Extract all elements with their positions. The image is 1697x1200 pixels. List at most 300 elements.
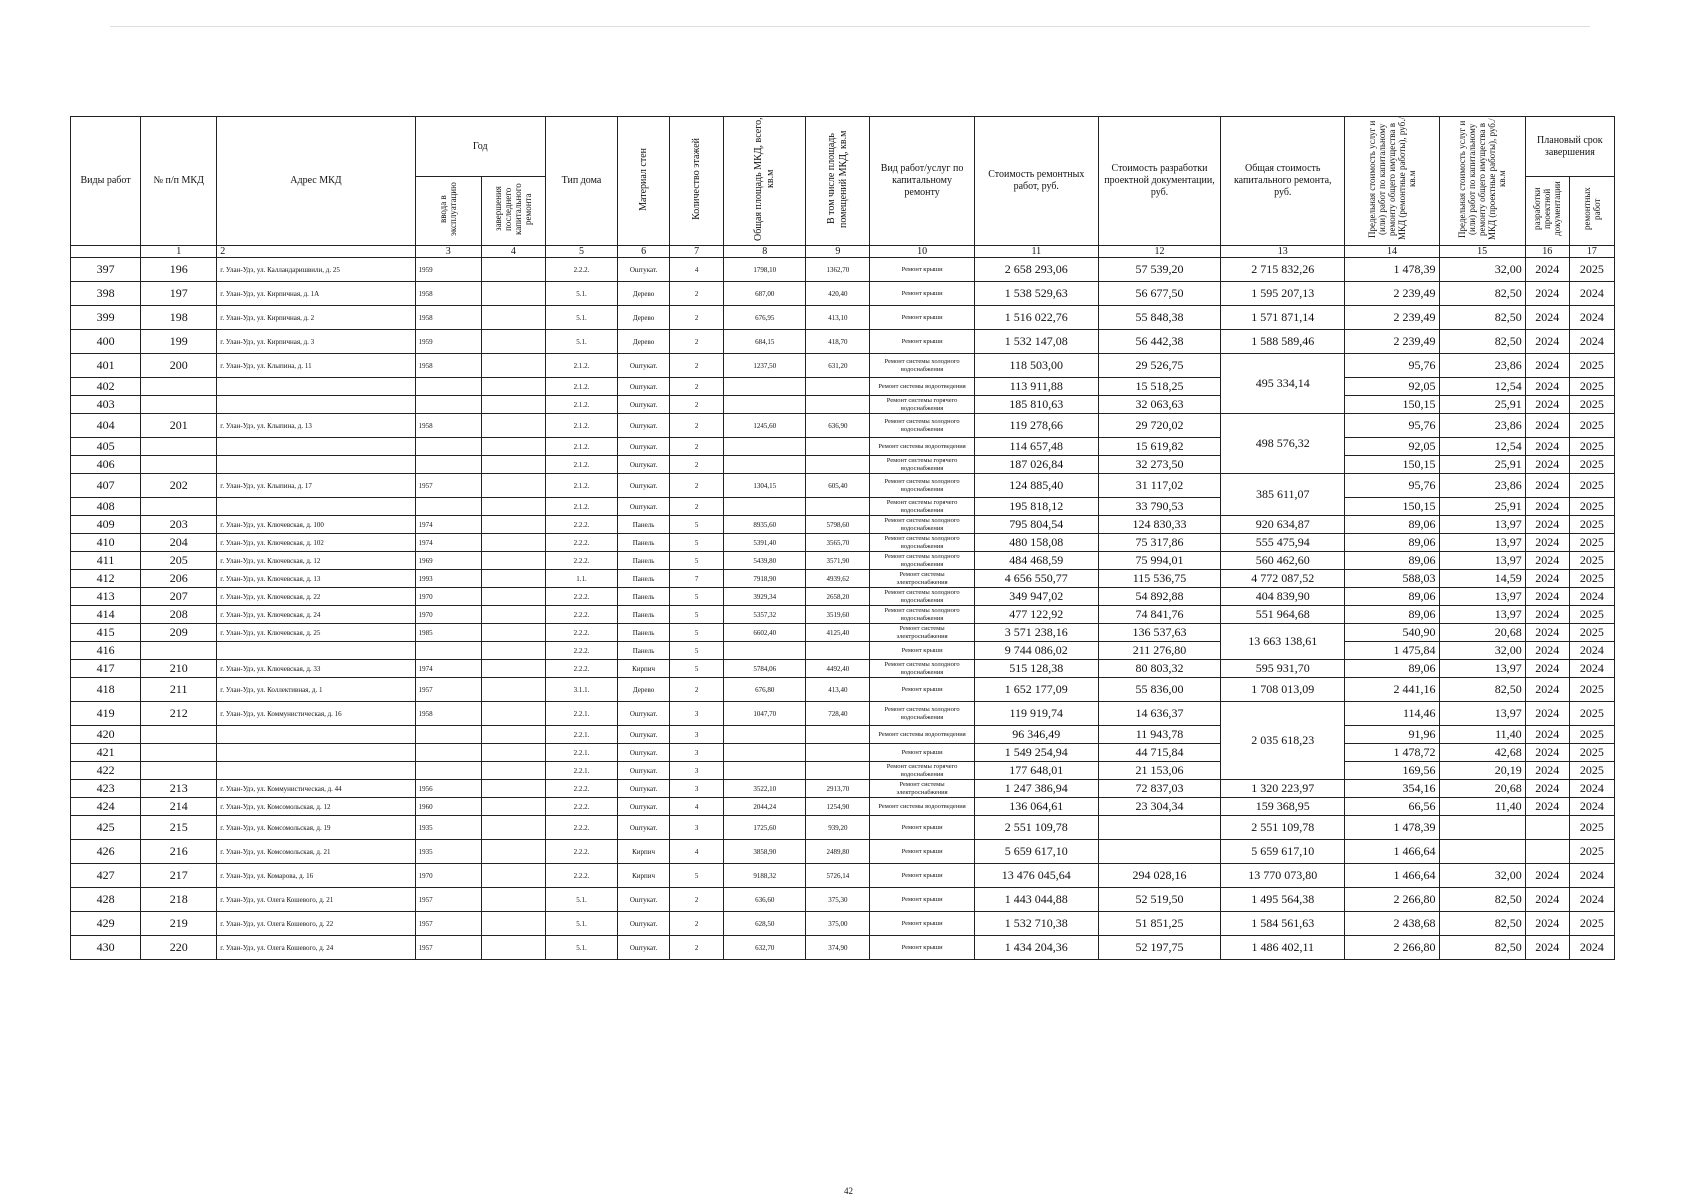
cell-repair-cost: 1 516 022,76 [974, 306, 1098, 330]
cell-limit-repair: 92,05 [1345, 378, 1439, 396]
col-number: 8 [724, 246, 806, 258]
cell-premises-area: 3565,70 [806, 534, 870, 552]
cell-limit-design: 23,86 [1439, 414, 1525, 438]
cell-total-area: 9188,32 [724, 864, 806, 888]
cell-nn-mkd: 210 [141, 660, 217, 678]
cell-term-repair: 2025 [1569, 744, 1614, 762]
cell-design-cost: 33 790,53 [1098, 498, 1220, 516]
cell-house-type: 2.2.1. [545, 726, 617, 744]
cell-term-design: 2024 [1525, 606, 1569, 624]
cell-floors: 2 [670, 414, 724, 438]
cell-total-cost: 551 964,68 [1221, 606, 1345, 624]
cell-floors: 3 [670, 744, 724, 762]
table-row [71, 816, 1615, 840]
cell-nn-mkd [141, 744, 217, 762]
cell-house-type: 2.1.2. [545, 438, 617, 456]
cell-floors: 3 [670, 816, 724, 840]
cell-premises-area: 375,30 [806, 888, 870, 912]
cell-term-repair: 2024 [1569, 888, 1614, 912]
cell-term-repair: 2025 [1569, 840, 1614, 864]
cell-total-area [724, 378, 806, 396]
cell-address: г. Улан-Удэ, ул. Ключевская, д. 22 [217, 588, 415, 606]
table-row [71, 936, 1615, 960]
cell-repair-cost: 1 538 529,63 [974, 282, 1098, 306]
cell-year-built: 1956 [415, 780, 481, 798]
cell-wall-material: Кирпич [618, 864, 670, 888]
cell-term-repair: 2025 [1569, 912, 1614, 936]
cell-term-design: 2024 [1525, 552, 1569, 570]
table-row [71, 456, 1615, 474]
cell-limit-design: 23,86 [1439, 354, 1525, 378]
cell-year-built: 1959 [415, 330, 481, 354]
cell-total-area: 7918,90 [724, 570, 806, 588]
cell-repair-cost: 1 532 710,38 [974, 912, 1098, 936]
cell-address: г. Улан-Удэ, ул. Клыпина, д. 17 [217, 474, 415, 498]
cell-term-design: 2024 [1525, 474, 1569, 498]
cell-limit-repair: 114,46 [1345, 702, 1439, 726]
cell-premises-area: 3571,90 [806, 552, 870, 570]
cell-floors: 3 [670, 702, 724, 726]
cell-year-built: 1958 [415, 702, 481, 726]
cell-floors: 4 [670, 840, 724, 864]
cell-work-type: Ремонт крыши [870, 912, 974, 936]
cell-premises-area [806, 438, 870, 456]
cell-floors: 2 [670, 888, 724, 912]
table-row [71, 744, 1615, 762]
cell-house-type: 2.2.2. [545, 840, 617, 864]
header-material: Материал стен [618, 117, 670, 246]
cell-repair-cost: 195 818,12 [974, 498, 1098, 516]
cell-year-built [415, 396, 481, 414]
header-srok-pd: разработки проектной документации [1525, 177, 1569, 246]
cell-vid-rabot: 421 [71, 744, 141, 762]
table-row [71, 330, 1615, 354]
cell-work-type: Ремонт системы холодного водоснабжения [870, 588, 974, 606]
cell-design-cost: 44 715,84 [1098, 744, 1220, 762]
cell-year-repair [481, 456, 545, 474]
table-row [71, 570, 1615, 588]
cell-year-built [415, 378, 481, 396]
cell-nn-mkd [141, 456, 217, 474]
cell-nn-mkd: 205 [141, 552, 217, 570]
cell-total-area: 3858,90 [724, 840, 806, 864]
cell-total-cost: 920 634,87 [1221, 516, 1345, 534]
cell-vid-rabot: 427 [71, 864, 141, 888]
cell-wall-material: Панель [618, 516, 670, 534]
cell-premises-area [806, 642, 870, 660]
cell-premises-area [806, 762, 870, 780]
cell-limit-repair: 169,56 [1345, 762, 1439, 780]
cell-repair-cost: 119 278,66 [974, 414, 1098, 438]
cell-work-type: Ремонт системы горячего водоснабжения [870, 762, 974, 780]
cell-design-cost: 11 943,78 [1098, 726, 1220, 744]
cell-term-design: 2024 [1525, 624, 1569, 642]
cell-premises-area: 374,90 [806, 936, 870, 960]
capital-repair-table-sheet [70, 116, 1615, 960]
cell-work-type: Ремонт крыши [870, 330, 974, 354]
cell-address: г. Улан-Удэ, ул. Ключевская, д. 13 [217, 570, 415, 588]
cell-nn-mkd: 218 [141, 888, 217, 912]
cell-year-built: 1958 [415, 282, 481, 306]
cell-limit-repair: 1 478,39 [1345, 258, 1439, 282]
cell-year-repair [481, 678, 545, 702]
cell-house-type: 2.2.2. [545, 624, 617, 642]
cell-limit-design: 12,54 [1439, 378, 1525, 396]
cell-year-repair [481, 330, 545, 354]
cell-nn-mkd: 196 [141, 258, 217, 282]
cell-wall-material: Дерево [618, 282, 670, 306]
cell-vid-rabot: 407 [71, 474, 141, 498]
cell-year-built: 1974 [415, 660, 481, 678]
cell-house-type: 2.1.2. [545, 498, 617, 516]
cell-house-type: 2.2.1. [545, 744, 617, 762]
cell-limit-repair: 2 239,49 [1345, 330, 1439, 354]
cell-vid-rabot: 428 [71, 888, 141, 912]
cell-repair-cost: 349 947,02 [974, 588, 1098, 606]
cell-limit-repair: 95,76 [1345, 354, 1439, 378]
col-number: 7 [670, 246, 724, 258]
cell-year-repair [481, 378, 545, 396]
cell-floors: 2 [670, 282, 724, 306]
cell-repair-cost: 113 911,88 [974, 378, 1098, 396]
cell-term-repair: 2025 [1569, 456, 1614, 474]
cell-work-type: Ремонт системы холодного водоснабжения [870, 474, 974, 498]
cell-limit-design: 82,50 [1439, 306, 1525, 330]
header-god-vvoda: ввода в эксплуатацию [415, 177, 481, 246]
cell-address [217, 498, 415, 516]
cell-address [217, 744, 415, 762]
col-number: 10 [870, 246, 974, 258]
cell-address: г. Улан-Удэ, ул. Ключевская, д. 102 [217, 534, 415, 552]
cell-year-built: 1970 [415, 864, 481, 888]
cell-work-type: Ремонт крыши [870, 282, 974, 306]
cell-floors: 3 [670, 726, 724, 744]
cell-house-type: 2.2.2. [545, 516, 617, 534]
cell-vid-rabot: 413 [71, 588, 141, 606]
cell-vid-rabot: 416 [71, 642, 141, 660]
cell-repair-cost: 185 810,63 [974, 396, 1098, 414]
cell-total-area: 687,00 [724, 282, 806, 306]
cell-term-repair: 2025 [1569, 438, 1614, 456]
cell-nn-mkd: 201 [141, 414, 217, 438]
cell-term-repair: 2025 [1569, 570, 1614, 588]
cell-limit-repair: 2 239,49 [1345, 306, 1439, 330]
cell-total-area: 1245,60 [724, 414, 806, 438]
cell-premises-area: 418,70 [806, 330, 870, 354]
cell-total-area: 2044,24 [724, 798, 806, 816]
cell-wall-material: Оштукат. [618, 816, 670, 840]
cell-total-cost: 1 320 223,97 [1221, 780, 1345, 798]
cell-premises-area [806, 456, 870, 474]
cell-nn-mkd: 207 [141, 588, 217, 606]
cell-term-design: 2024 [1525, 864, 1569, 888]
cell-term-design: 2024 [1525, 438, 1569, 456]
cell-wall-material: Оштукат. [618, 438, 670, 456]
cell-limit-design: 32,00 [1439, 864, 1525, 888]
cell-term-repair: 2025 [1569, 498, 1614, 516]
cell-limit-repair: 150,15 [1345, 498, 1439, 516]
cell-design-cost [1098, 840, 1220, 864]
cell-total-area: 1725,60 [724, 816, 806, 840]
header-vid-rabot: Виды работ [71, 117, 141, 246]
cell-total-cost: 560 462,60 [1221, 552, 1345, 570]
cell-term-design: 2024 [1525, 534, 1569, 552]
cell-term-design: 2024 [1525, 642, 1569, 660]
col-number: 9 [806, 246, 870, 258]
cell-vid-rabot: 419 [71, 702, 141, 726]
header-pred-pd: Предельная стоимость услуг и (или) работ по капитальному ремонту общего имущества в МКД (проектные работы), руб./кв.м [1439, 117, 1525, 246]
cell-premises-area: 375,00 [806, 912, 870, 936]
header-etazhi: Количество этажей [670, 117, 724, 246]
cell-limit-design: 11,40 [1439, 726, 1525, 744]
cell-address: г. Улан-Удэ, ул. Ключевская, д. 12 [217, 552, 415, 570]
cell-total-area: 676,80 [724, 678, 806, 702]
cell-floors: 2 [670, 474, 724, 498]
cell-floors: 5 [670, 534, 724, 552]
cell-premises-area: 5798,60 [806, 516, 870, 534]
cell-vid-rabot: 420 [71, 726, 141, 744]
cell-term-design: 2024 [1525, 570, 1569, 588]
cell-limit-repair: 92,05 [1345, 438, 1439, 456]
cell-repair-cost: 477 122,92 [974, 606, 1098, 624]
cell-total-area [724, 726, 806, 744]
cell-premises-area [806, 744, 870, 762]
cell-total-area: 5357,32 [724, 606, 806, 624]
cell-nn-mkd: 213 [141, 780, 217, 798]
cell-year-repair [481, 624, 545, 642]
cell-year-repair [481, 816, 545, 840]
cell-address: г. Улан-Удэ, ул. Кирпичная, д. 3 [217, 330, 415, 354]
cell-term-design: 2024 [1525, 936, 1569, 960]
cell-vid-rabot: 414 [71, 606, 141, 624]
cell-premises-area: 4125,40 [806, 624, 870, 642]
header-god-remonta: завершения последнего капитального ремонта [481, 177, 545, 246]
cell-term-design: 2024 [1525, 396, 1569, 414]
cell-total-cost: 1 588 589,46 [1221, 330, 1345, 354]
cell-premises-area: 4492,40 [806, 660, 870, 678]
cell-house-type: 2.2.2. [545, 534, 617, 552]
cell-floors: 3 [670, 780, 724, 798]
cell-repair-cost: 177 648,01 [974, 762, 1098, 780]
cell-address [217, 642, 415, 660]
cell-total-cost: 595 931,70 [1221, 660, 1345, 678]
table-row [71, 780, 1615, 798]
cell-premises-area: 4939,62 [806, 570, 870, 588]
cell-term-design: 2024 [1525, 516, 1569, 534]
cell-limit-repair: 2 239,49 [1345, 282, 1439, 306]
cell-limit-design: 13,97 [1439, 606, 1525, 624]
cell-nn-mkd: 220 [141, 936, 217, 960]
cell-wall-material: Дерево [618, 306, 670, 330]
cell-premises-area: 605,40 [806, 474, 870, 498]
cell-work-type: Ремонт крыши [870, 888, 974, 912]
cell-nn-mkd: 199 [141, 330, 217, 354]
cell-year-repair [481, 864, 545, 888]
cell-design-cost: 57 539,20 [1098, 258, 1220, 282]
cell-design-cost: 80 803,32 [1098, 660, 1220, 678]
cell-design-cost: 55 836,00 [1098, 678, 1220, 702]
cell-house-type: 5.1. [545, 888, 617, 912]
cell-term-repair: 2024 [1569, 780, 1614, 798]
cell-house-type: 5.1. [545, 306, 617, 330]
cell-premises-area [806, 396, 870, 414]
cell-total-cost: 1 595 207,13 [1221, 282, 1345, 306]
cell-nn-mkd [141, 396, 217, 414]
cell-term-repair: 2025 [1569, 474, 1614, 498]
cell-term-repair: 2025 [1569, 258, 1614, 282]
cell-limit-repair: 1 478,39 [1345, 816, 1439, 840]
cell-limit-design: 42,68 [1439, 744, 1525, 762]
cell-work-type: Ремонт системы холодного водоснабжения [870, 354, 974, 378]
cell-year-repair [481, 762, 545, 780]
cell-floors: 2 [670, 330, 724, 354]
table-row [71, 624, 1615, 642]
cell-work-type: Ремонт системы холодного водоснабжения [870, 414, 974, 438]
cell-design-cost: 23 304,34 [1098, 798, 1220, 816]
cell-work-type: Ремонт крыши [870, 816, 974, 840]
cell-year-built: 1957 [415, 888, 481, 912]
cell-floors: 2 [670, 498, 724, 516]
table-row [71, 354, 1615, 378]
cell-total-cost: 495 334,14 [1221, 354, 1345, 414]
cell-total-area [724, 762, 806, 780]
cell-year-built: 1969 [415, 552, 481, 570]
cell-total-cost: 385 611,07 [1221, 474, 1345, 516]
cell-work-type: Ремонт системы холодного водоснабжения [870, 660, 974, 678]
cell-year-built: 1974 [415, 516, 481, 534]
cell-term-design: 2024 [1525, 456, 1569, 474]
cell-term-design: 2024 [1525, 282, 1569, 306]
cell-total-area: 5391,40 [724, 534, 806, 552]
cell-nn-mkd [141, 726, 217, 744]
cell-nn-mkd: 214 [141, 798, 217, 816]
cell-wall-material: Дерево [618, 678, 670, 702]
cell-design-cost: 21 153,06 [1098, 762, 1220, 780]
cell-premises-area: 5726,14 [806, 864, 870, 888]
cell-year-built: 1957 [415, 474, 481, 498]
cell-vid-rabot: 412 [71, 570, 141, 588]
table-row [71, 912, 1615, 936]
cell-address: г. Улан-Удэ, ул. Комсомольская, д. 12 [217, 798, 415, 816]
cell-total-cost: 13 770 073,80 [1221, 864, 1345, 888]
cell-work-type: Ремонт системы водоотведения [870, 378, 974, 396]
cell-wall-material: Оштукат. [618, 798, 670, 816]
cell-work-type: Ремонт крыши [870, 258, 974, 282]
cell-design-cost: 31 117,02 [1098, 474, 1220, 498]
cell-limit-design: 32,00 [1439, 642, 1525, 660]
table-row [71, 888, 1615, 912]
col-number: 2 [217, 246, 415, 258]
cell-total-area: 1798,10 [724, 258, 806, 282]
cell-house-type: 2.2.2. [545, 864, 617, 888]
cell-term-repair: 2024 [1569, 642, 1614, 660]
cell-year-repair [481, 726, 545, 744]
cell-total-area: 684,15 [724, 330, 806, 354]
cell-address [217, 726, 415, 744]
cell-year-repair [481, 516, 545, 534]
cell-work-type: Ремонт системы водоотведения [870, 726, 974, 744]
cell-vid-rabot: 404 [71, 414, 141, 438]
cell-work-type: Ремонт крыши [870, 744, 974, 762]
cell-premises-area: 728,40 [806, 702, 870, 726]
cell-total-cost: 1 571 871,14 [1221, 306, 1345, 330]
header-god: Год [415, 117, 545, 177]
cell-wall-material: Оштукат. [618, 744, 670, 762]
header-pred-rem: Предельная стоимость услуг и (или) работ по капитальному ремонту общего имущества в МКД (ремонтные работы), руб./кв.м [1345, 117, 1439, 246]
cell-limit-design: 20,68 [1439, 780, 1525, 798]
cell-wall-material: Панель [618, 588, 670, 606]
cell-floors: 2 [670, 678, 724, 702]
cell-design-cost: 32 063,63 [1098, 396, 1220, 414]
cell-term-design: 2024 [1525, 378, 1569, 396]
cell-total-area [724, 438, 806, 456]
cell-house-type: 2.1.2. [545, 354, 617, 378]
cell-premises-area: 420,40 [806, 282, 870, 306]
cell-term-design: 2024 [1525, 678, 1569, 702]
cell-term-design: 2024 [1525, 744, 1569, 762]
cell-total-area: 5439,80 [724, 552, 806, 570]
cell-repair-cost: 96 346,49 [974, 726, 1098, 744]
cell-design-cost: 56 677,50 [1098, 282, 1220, 306]
cell-design-cost: 29 526,75 [1098, 354, 1220, 378]
cell-term-design: 2024 [1525, 258, 1569, 282]
cell-design-cost: 51 851,25 [1098, 912, 1220, 936]
table-row [71, 516, 1615, 534]
cell-nn-mkd [141, 438, 217, 456]
cell-work-type: Ремонт системы электроснабжения [870, 570, 974, 588]
cell-premises-area: 631,20 [806, 354, 870, 378]
cell-wall-material: Оштукат. [618, 378, 670, 396]
cell-year-repair [481, 744, 545, 762]
col-number: 16 [1525, 246, 1569, 258]
cell-limit-repair: 89,06 [1345, 588, 1439, 606]
cell-premises-area: 3519,60 [806, 606, 870, 624]
cell-premises-area: 939,20 [806, 816, 870, 840]
header-srok: Плановый срок завершения [1525, 117, 1614, 177]
cell-term-repair: 2024 [1569, 864, 1614, 888]
cell-limit-repair: 1 475,84 [1345, 642, 1439, 660]
cell-limit-repair: 150,15 [1345, 456, 1439, 474]
col-number: 1 [141, 246, 217, 258]
cell-work-type: Ремонт системы горячего водоснабжения [870, 456, 974, 474]
cell-house-type: 2.1.2. [545, 456, 617, 474]
table-row [71, 396, 1615, 414]
cell-year-repair [481, 570, 545, 588]
cell-term-design: 2024 [1525, 354, 1569, 378]
header-nn-mkd: № п/п МКД [141, 117, 217, 246]
cell-repair-cost: 136 064,61 [974, 798, 1098, 816]
cell-design-cost: 52 519,50 [1098, 888, 1220, 912]
cell-work-type: Ремонт системы горячего водоснабжения [870, 396, 974, 414]
cell-total-cost: 1 584 561,63 [1221, 912, 1345, 936]
cell-address: г. Улан-Удэ, ул. Ключевская, д. 25 [217, 624, 415, 642]
cell-term-design: 2024 [1525, 798, 1569, 816]
cell-wall-material: Панель [618, 534, 670, 552]
cell-wall-material: Оштукат. [618, 912, 670, 936]
cell-wall-material: Оштукат. [618, 354, 670, 378]
cell-design-cost: 75 994,01 [1098, 552, 1220, 570]
table-row [71, 798, 1615, 816]
cell-work-type: Ремонт крыши [870, 840, 974, 864]
cell-year-built: 1935 [415, 816, 481, 840]
cell-year-built: 1974 [415, 534, 481, 552]
cell-nn-mkd [141, 378, 217, 396]
cell-work-type: Ремонт крыши [870, 306, 974, 330]
table-row [71, 474, 1615, 498]
cell-house-type: 2.1.2. [545, 474, 617, 498]
table-row [71, 660, 1615, 678]
cell-term-repair: 2025 [1569, 678, 1614, 702]
